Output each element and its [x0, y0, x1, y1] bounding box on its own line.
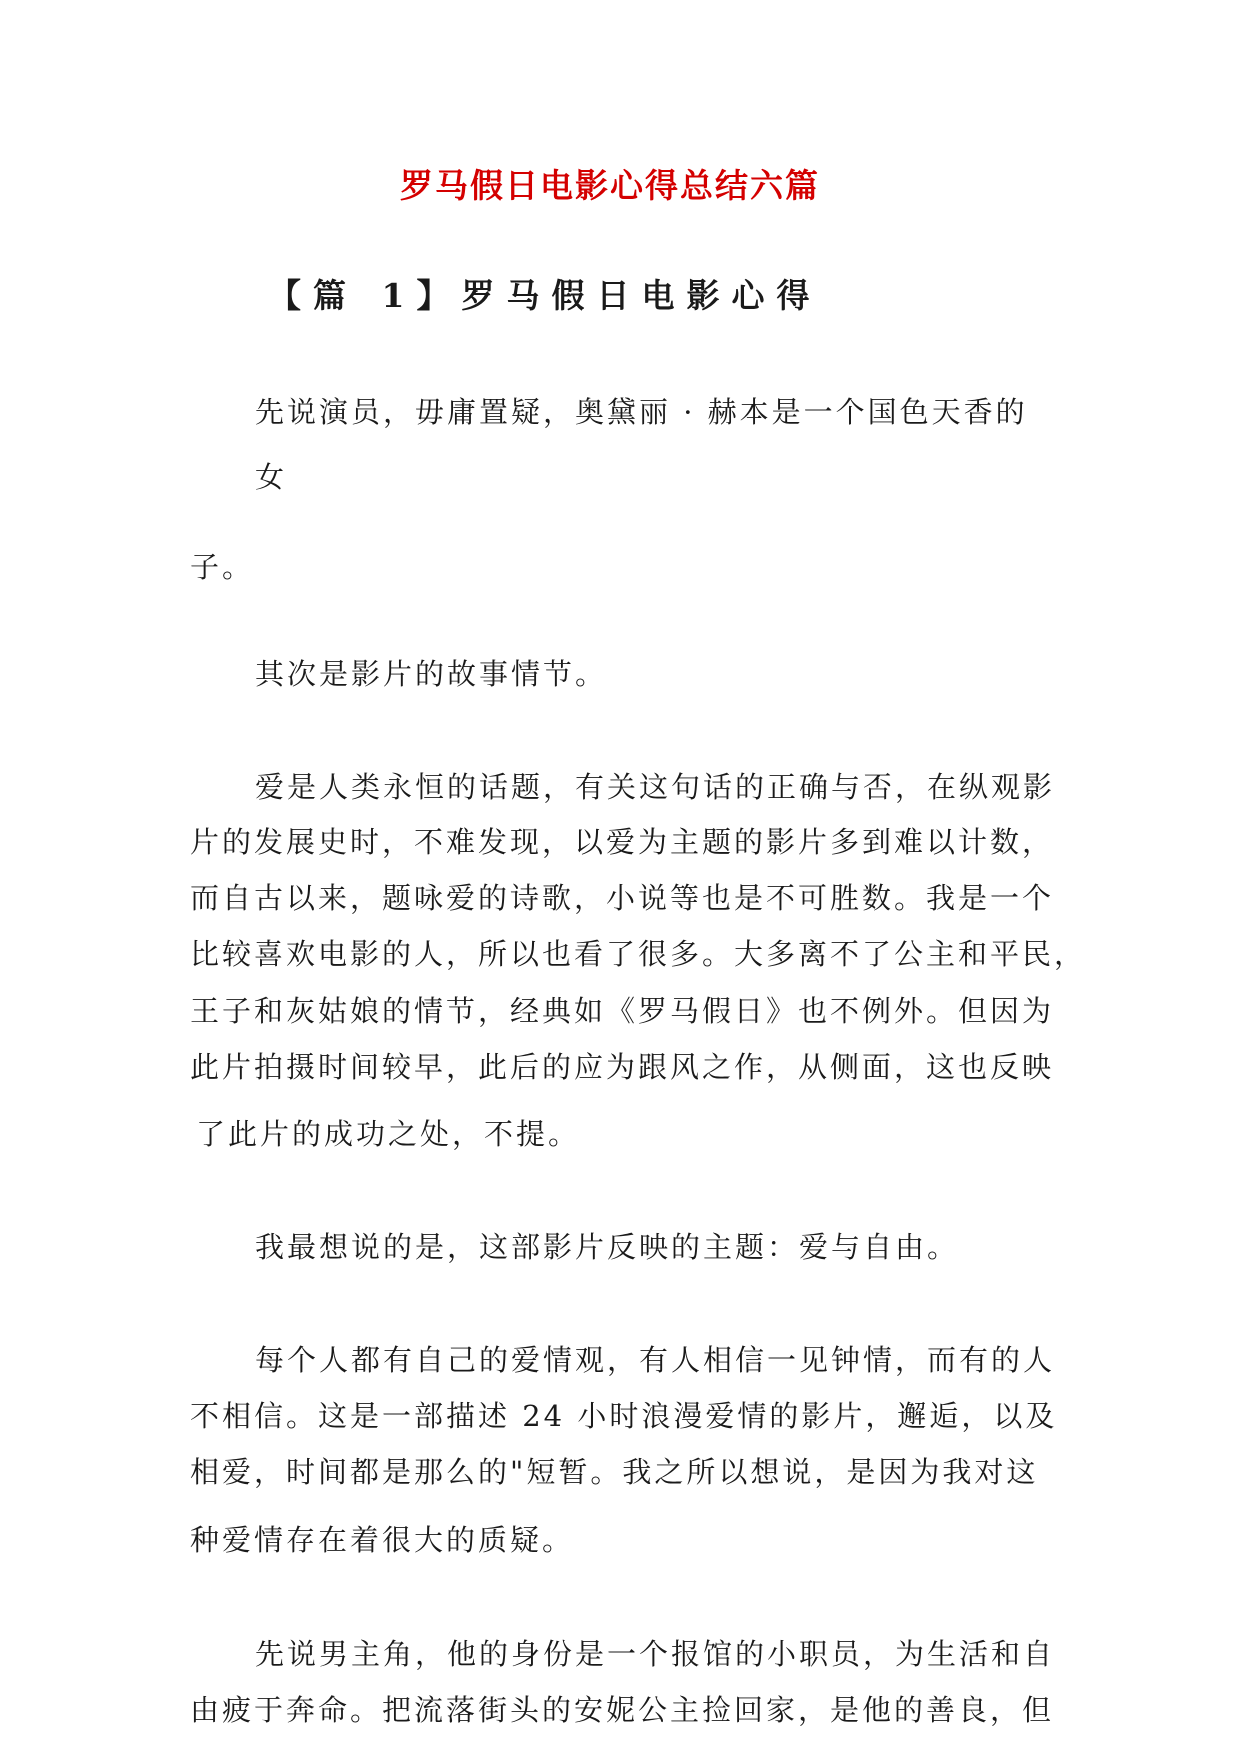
paragraph-line: 每个人都有自己的爱情观，有人相信一见钟情，而有的人 [255, 1343, 1056, 1377]
paragraph-line: 此片拍摄时间较早，此后的应为跟风之作，从侧面，这也反映 [190, 1050, 1055, 1084]
paragraph-line: 片的发展史时，不难发现，以爱为主题的影片多到难以计数， [190, 825, 1055, 859]
paragraph-line: 女 [255, 460, 288, 494]
paragraph-line: 我最想说的是，这部影片反映的主题：爱与自由。 [255, 1230, 960, 1264]
section-heading: 【篇 1】罗马假日电影心得 [268, 276, 822, 315]
paragraph-line: 其次是影片的故事情节。 [255, 657, 608, 691]
paragraph-line: 爱是人类永恒的话题，有关这句话的正确与否，在纵观影 [255, 770, 1056, 804]
paragraph-line: 子。 [190, 550, 255, 584]
paragraph-line: 比较喜欢电影的人，所以也看了很多。大多离不了公主和平民， [190, 937, 1087, 971]
paragraph-line: 而自古以来，题咏爱的诗歌，小说等也是不可胜数。我是一个 [190, 881, 1055, 915]
paragraph-line: 种爱情存在着很大的质疑。 [190, 1523, 575, 1557]
paragraph-line: 由疲于奔命。把流落街头的安妮公主捡回家，是他的善良，但 [190, 1693, 1055, 1727]
paragraph-line: 相爱，时间都是那么的"短暂。我之所以想说，是因为我对这 [190, 1455, 1039, 1489]
paragraph-line: 不相信。这是一部描述 24 小时浪漫爱情的影片，邂逅，以及 [190, 1399, 1058, 1433]
paragraph-line: 先说演员，毋庸置疑，奥黛丽 · 赫本是一个国色天香的 [255, 395, 1028, 429]
paragraph-line: 了此片的成功之处，不提。 [196, 1117, 581, 1151]
paragraph-line: 先说男主角，他的身份是一个报馆的小职员，为生活和自 [255, 1637, 1056, 1671]
paragraph-line: 王子和灰姑娘的情节，经典如《罗马假日》也不例外。但因为 [190, 994, 1055, 1028]
document-title: 罗马假日电影心得总结六篇 [400, 166, 820, 205]
